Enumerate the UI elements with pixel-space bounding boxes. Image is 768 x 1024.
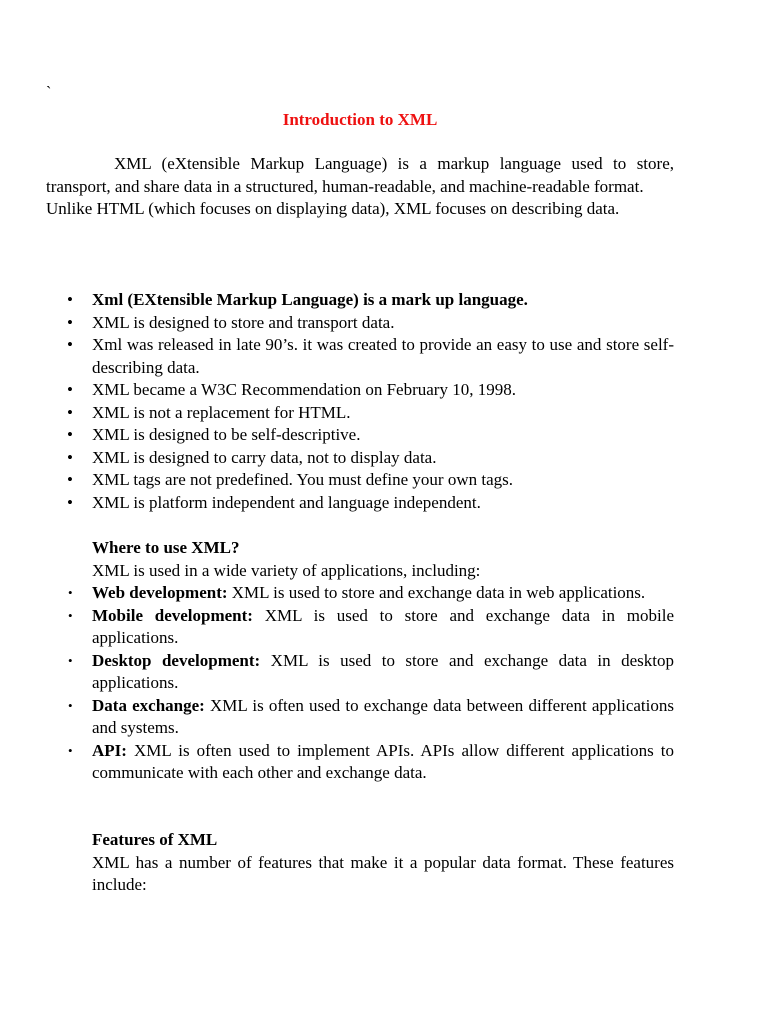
list-item: • Mobile development: XML is used to store and exchange data in mobile applications.: [68, 605, 674, 647]
bullet-icon: •: [67, 335, 73, 354]
features-heading: Features of XML: [92, 830, 218, 849]
list-item: • XML is not a replacement for HTML.: [92, 402, 674, 425]
list-item: • XML became a W3C Recommendation on February 10, 1998.: [92, 379, 674, 402]
where-to-use-heading: Where to use XML?: [92, 538, 240, 557]
list-item: • XML is designed to be self-descriptive.: [92, 424, 674, 447]
bullet-icon: •: [68, 607, 73, 623]
bullet-icon: •: [68, 652, 73, 668]
intro-paragraph-1: XML (eXtensible Markup Language) is a markup language used to store, transport, and share data in a structured, human-readable, and machine-readable format.: [46, 154, 674, 196]
features-intro: XML has a number of features that make it a popular data format. These features include:: [92, 852, 674, 894]
bullet-icon: •: [67, 470, 73, 489]
list-item: • API: XML is often used to implement APIs. APIs allow different applications to communicate with each other and exchange data.: [68, 740, 674, 782]
bullet-icon: •: [67, 312, 73, 332]
where-to-use-section: [92, 537, 674, 582]
list-item: • XML is platform independent and language independent.: [92, 492, 674, 515]
list-item: • Data exchange: XML is often used to exchange data between different applications and systems.: [68, 695, 674, 737]
list-item: • XML tags are not predefined. You must define your own tags.: [92, 469, 674, 492]
features-section: [92, 829, 674, 897]
xml-facts-list: [67, 289, 674, 514]
list-item: • Desktop development: XML is used to store and exchange data in desktop applications.: [68, 650, 674, 692]
intro-section: [46, 153, 674, 221]
bullet-icon: •: [68, 585, 73, 600]
where-to-use-intro: XML is used in a wide variety of applications, including:: [92, 560, 481, 580]
bullet-icon: •: [67, 425, 73, 444]
bullet-icon: •: [67, 492, 73, 512]
page-title: Introduction to XML: [282, 110, 438, 129]
list-item: • Xml (EXtensible Markup Language) is a mark up language.: [92, 289, 674, 312]
intro-paragraph-2: Unlike HTML (which focuses on displaying data), XML focuses on describing data.: [46, 199, 620, 218]
list-item: • XML is designed to carry data, not to display data.: [92, 447, 674, 470]
applications-list: [68, 582, 674, 785]
bullet-icon: •: [68, 697, 73, 713]
list-item: • Web development: XML is used to store and exchange data in web applications.: [92, 582, 674, 605]
bullet-icon: •: [67, 380, 73, 399]
bullet-icon: •: [67, 447, 73, 467]
stray-backtick: `: [46, 84, 52, 101]
bullet-icon: •: [67, 290, 73, 309]
bullet-icon: •: [67, 402, 73, 422]
list-item: • Xml was released in late 90’s. it was created to provide an easy to use and store self-describing data.: [67, 335, 674, 377]
bullet-icon: •: [68, 742, 73, 758]
list-item: • XML is designed to store and transport data.: [92, 312, 674, 335]
